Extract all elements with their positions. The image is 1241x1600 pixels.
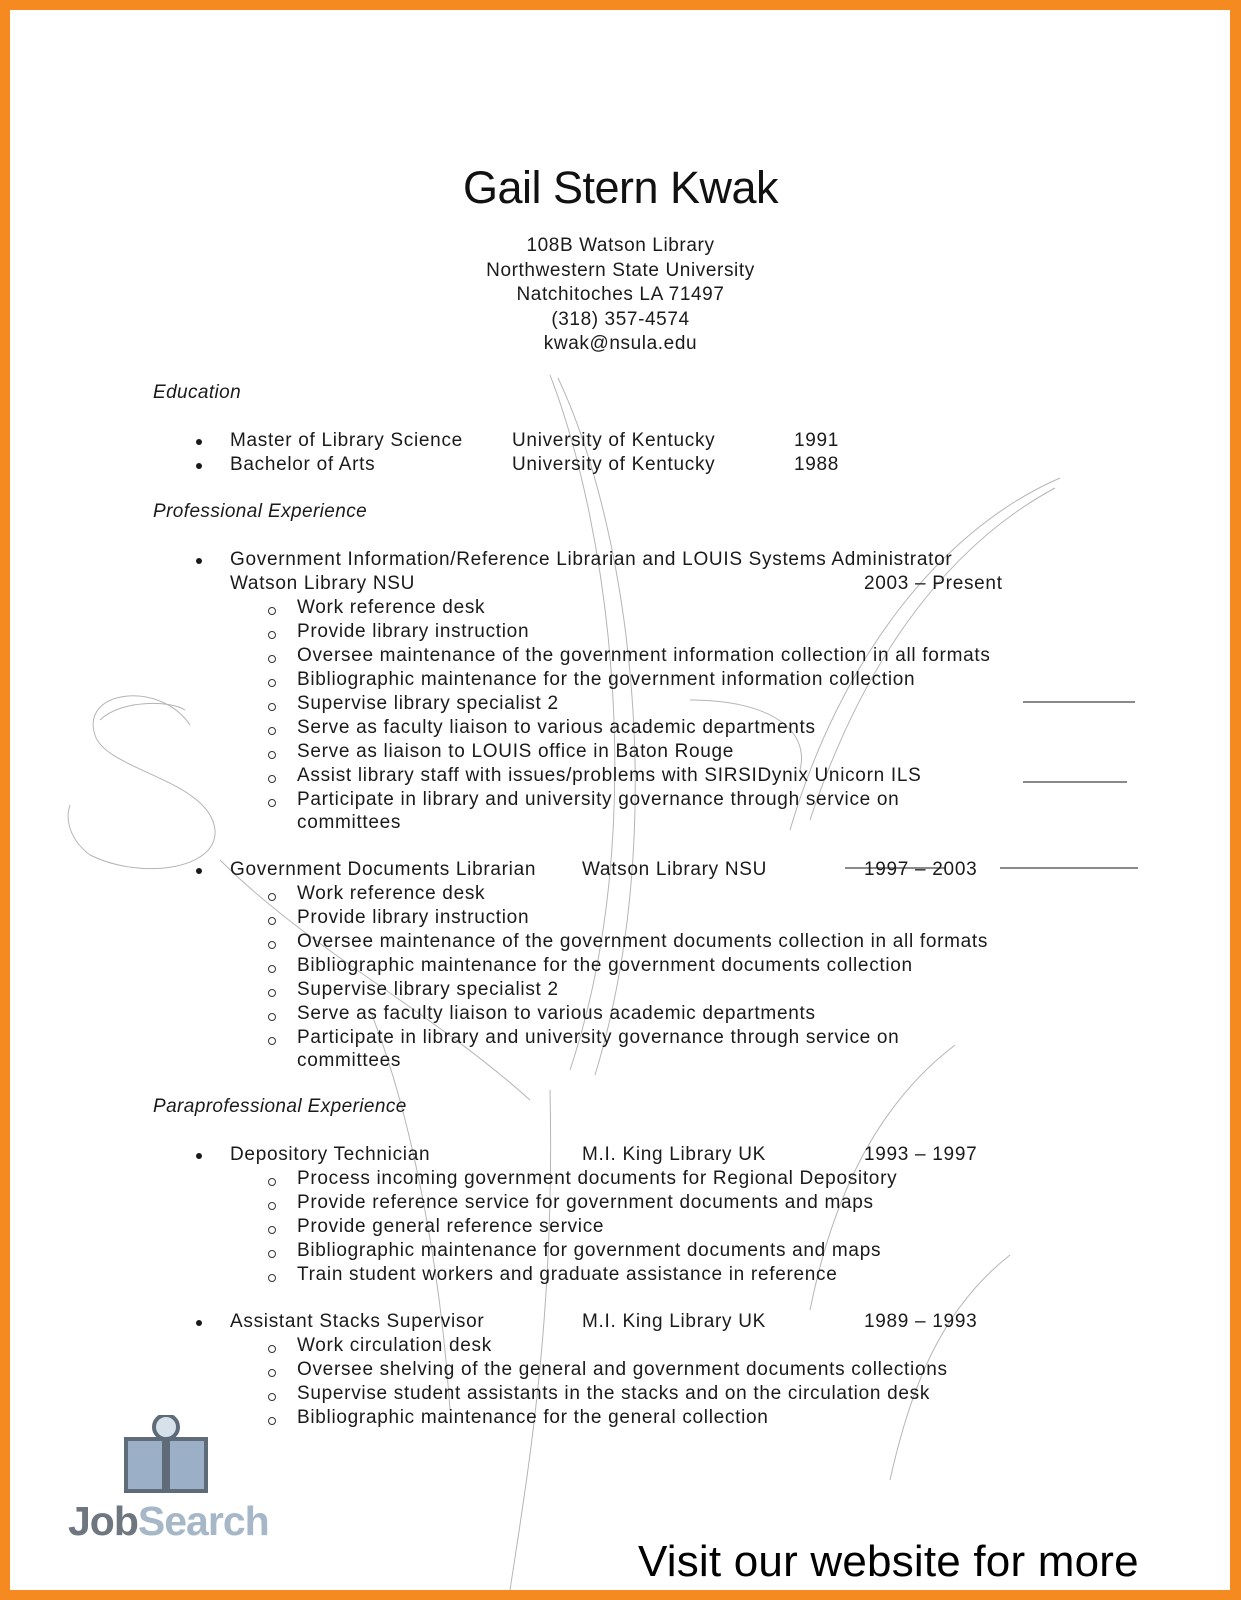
jobsearch-logo[interactable]: [68, 1498, 269, 1545]
duty-item: Oversee maintenance of the government information collection in all formats: [297, 645, 991, 666]
duty-item: Serve as faculty liaison to various academic departments: [297, 717, 816, 738]
duty-item: Bibliographic maintenance for the general collection: [297, 1407, 769, 1428]
duty-item: Oversee maintenance of the government documents collection in all formats: [297, 931, 989, 952]
address-line-2: Northwestern State University: [486, 259, 755, 281]
resume-page: [10, 10, 1231, 1590]
bullet: [196, 868, 202, 874]
education-year: 1991: [794, 430, 840, 451]
duty-item: Serve as liaison to LOUIS office in Baton Rouge: [297, 741, 735, 762]
duty-item: Process incoming government documents for Regional Depository: [297, 1168, 898, 1189]
contact-block: [10, 234, 1231, 357]
duty-item: Work circulation desk: [297, 1335, 492, 1356]
sub-bullet: [268, 631, 276, 639]
sub-bullet: [268, 775, 276, 783]
duty-item: Bibliographic maintenance for government documents and maps: [297, 1240, 882, 1261]
duty-item: Oversee shelving of the general and government documents collections: [297, 1359, 948, 1380]
sub-bullet: [268, 893, 276, 901]
education-degree: Bachelor of Arts: [230, 454, 376, 475]
duty-item: Supervise library specialist 2: [297, 693, 559, 714]
sub-bullet: [268, 1369, 276, 1377]
duty-item: Bibliographic maintenance for the government information collection: [297, 669, 916, 690]
phone-number: (318) 357-4574: [551, 308, 690, 330]
bullet: [196, 463, 202, 469]
job-title: Assistant Stacks Supervisor: [230, 1311, 485, 1332]
education-heading: Education: [153, 382, 242, 403]
sub-bullet: [268, 989, 276, 997]
duty-item: Supervise student assistants in the stacks and on the circulation desk: [297, 1383, 931, 1404]
sub-bullet: [268, 941, 276, 949]
bullet: [196, 1153, 202, 1159]
sub-bullet: [268, 1393, 276, 1401]
duty-item: Supervise library specialist 2: [297, 979, 559, 1000]
sub-bullet: [268, 1250, 276, 1258]
professional-heading: Professional Experience: [153, 501, 368, 522]
duty-item: Work reference desk: [297, 597, 486, 618]
sub-bullet: [268, 655, 276, 663]
duty-item: Participate in library and university governance through service on: [297, 1027, 900, 1048]
job-place: M.I. King Library UK: [582, 1311, 766, 1332]
education-school: University of Kentucky: [512, 430, 716, 451]
duty-item: Bibliographic maintenance for the government documents collection: [297, 955, 913, 976]
duty-item: Serve as faculty liaison to various academic departments: [297, 1003, 816, 1024]
sub-bullet: [268, 751, 276, 759]
duty-item: Provide library instruction: [297, 621, 530, 642]
duty-item: Provide general reference service: [297, 1216, 605, 1237]
duty-item: Provide library instruction: [297, 907, 530, 928]
sub-bullet: [268, 1178, 276, 1186]
sub-bullet: [268, 703, 276, 711]
job-title: Government Information/Reference Librarian and LOUIS Systems Administrator: [230, 549, 953, 570]
sub-bullet: [268, 727, 276, 735]
bullet: [196, 439, 202, 445]
duty-item: Assist library staff with issues/problems with SIRSIDynix Unicorn ILS: [297, 765, 922, 786]
job-place: Watson Library NSU: [582, 859, 768, 880]
education-school: University of Kentucky: [512, 454, 716, 475]
job-dates: 2003 – Present: [864, 573, 1003, 594]
job-dates: 1997 – 2003: [864, 859, 978, 880]
education-year: 1988: [794, 454, 840, 475]
duty-item: Work reference desk: [297, 883, 486, 904]
sub-bullet: [268, 607, 276, 615]
address-line-1: 108B Watson Library: [526, 235, 715, 256]
bullet: [196, 1320, 202, 1326]
sub-bullet: [268, 917, 276, 925]
duty-item: Provide reference service for government documents and maps: [297, 1192, 874, 1213]
sub-bullet: [268, 1226, 276, 1234]
duty-item-continued: committees: [297, 1050, 402, 1071]
visit-website-link[interactable]: Visit our website for more: [638, 1537, 1139, 1586]
job-dates: 1993 – 1997: [864, 1144, 978, 1165]
education-degree: Master of Library Science: [230, 430, 463, 451]
logo-job-text: Job: [68, 1498, 138, 1544]
job-title: Government Documents Librarian: [230, 859, 537, 880]
sub-bullet: [268, 1037, 276, 1045]
job-place: Watson Library NSU: [230, 573, 416, 594]
sub-bullet: [268, 799, 276, 807]
duty-item: Train student workers and graduate assistance in reference: [297, 1264, 838, 1285]
sub-bullet: [268, 1202, 276, 1210]
address-line-3: Natchitoches LA 71497: [516, 284, 725, 305]
sub-bullet: [268, 1013, 276, 1021]
sub-bullet: [268, 1274, 276, 1282]
job-title: Depository Technician: [230, 1144, 431, 1165]
sub-bullet: [268, 679, 276, 687]
job-dates: 1989 – 1993: [864, 1311, 978, 1332]
logo-search-text: Search: [137, 1498, 269, 1544]
job-place: M.I. King Library UK: [582, 1144, 766, 1165]
paraprofessional-heading: Paraprofessional Experience: [153, 1096, 407, 1117]
email-address[interactable]: kwak@nsula.edu: [543, 333, 698, 354]
bullet: [196, 558, 202, 564]
applicant-name: Gail Stern Kwak: [462, 162, 779, 213]
duty-item-continued: committees: [297, 812, 402, 833]
sub-bullet: [268, 965, 276, 973]
duty-item: Participate in library and university governance through service on: [297, 789, 900, 810]
sub-bullet: [268, 1345, 276, 1353]
